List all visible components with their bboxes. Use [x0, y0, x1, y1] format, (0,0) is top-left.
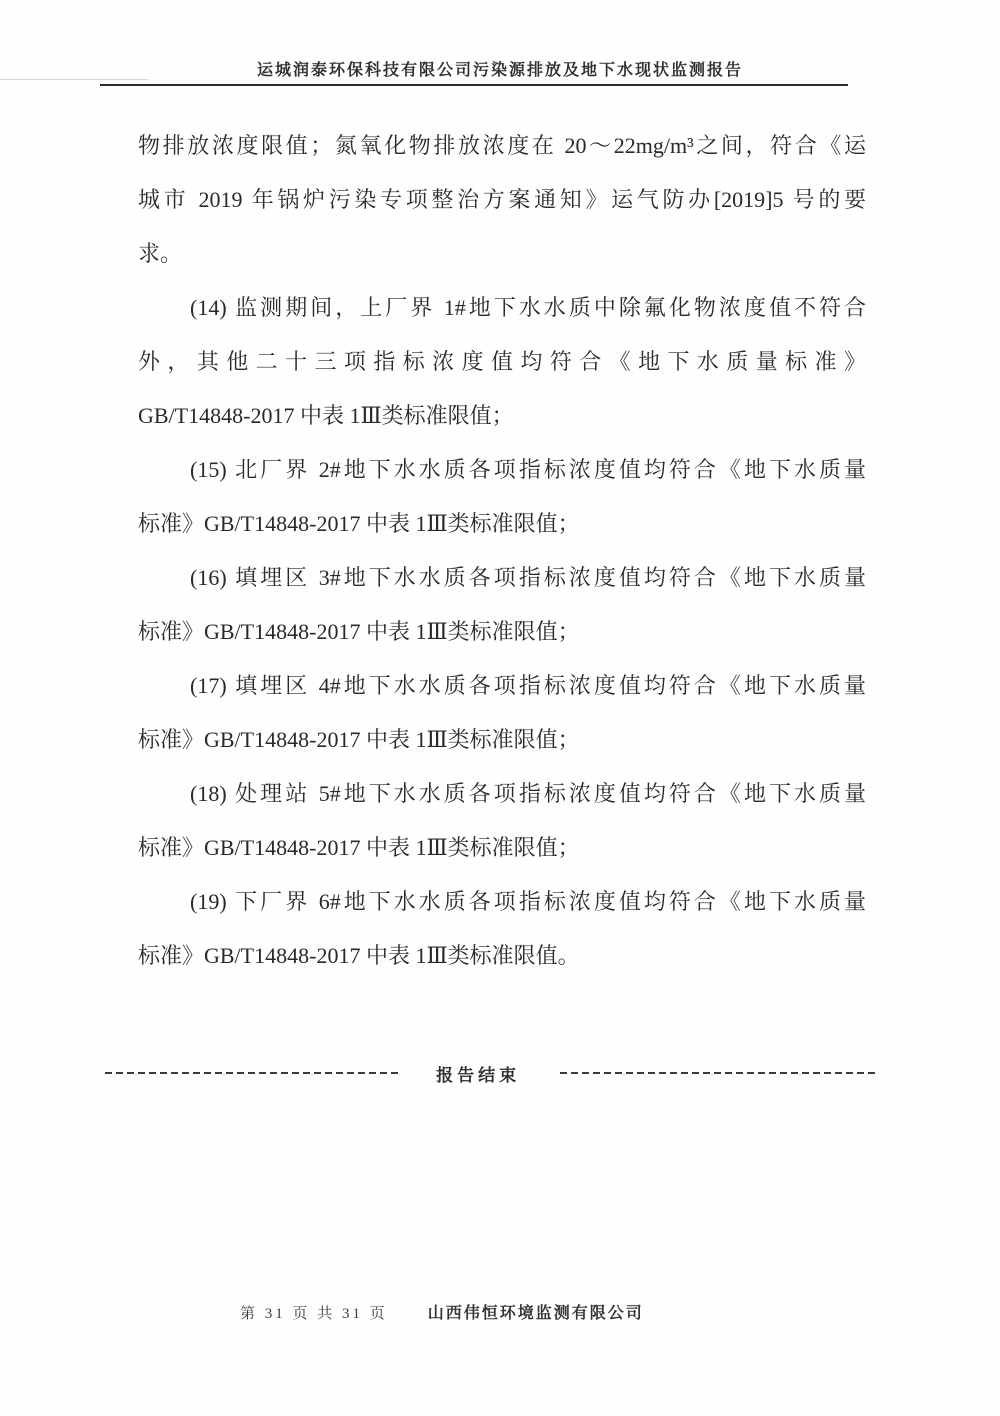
document-body: [138, 119, 866, 983]
report-end-label: 报告结束: [436, 1065, 521, 1085]
report-header-title: 运城润泰环保科技有限公司污染源排放及地下水现状监测报告: [256, 62, 743, 79]
footer-company-name: 山西伟恒环境监测有限公司: [427, 1305, 644, 1322]
text-line: GB/T14848-2017 中表 1Ⅲ类标准限值；: [138, 403, 514, 428]
text-line: 标准》GB/T14848-2017 中表 1Ⅲ类标准限值。: [138, 943, 580, 968]
text-line: 标准》GB/T14848-2017 中表 1Ⅲ类标准限值；: [138, 835, 580, 860]
text-line: 标准》GB/T14848-2017 中表 1Ⅲ类标准限值；: [138, 619, 580, 644]
report-end-divider: [105, 1058, 877, 1088]
text-line: 外，其他二十三项指标浓度值均符合《地下水质量标准》: [138, 349, 866, 374]
text-line: 城市 2019 年锅炉污染专项整治方案通知》运气防办[2019]5 号的要: [138, 187, 866, 212]
text-line: 求。: [138, 241, 183, 266]
text-line: (17) 填埋区 4#地下水水质各项指标浓度值均符合《地下水质量: [190, 673, 866, 698]
text-line: 标准》GB/T14848-2017 中表 1Ⅲ类标准限值；: [138, 727, 580, 752]
dash-line-right: [560, 1072, 877, 1074]
text-line: (18) 处理站 5#地下水水质各项指标浓度值均符合《地下水质量: [190, 781, 866, 806]
page-footer: [0, 1300, 1000, 1323]
header-rule: [100, 84, 848, 86]
text-line: (19) 下厂界 6#地下水水质各项指标浓度值均符合《地下水质量: [190, 889, 866, 914]
dash-line-left: [105, 1072, 400, 1074]
scan-artifact-line: [0, 79, 148, 80]
text-line: 标准》GB/T14848-2017 中表 1Ⅲ类标准限值；: [138, 511, 580, 536]
text-line: (15) 北厂界 2#地下水水质各项指标浓度值均符合《地下水质量: [190, 457, 866, 482]
footer-page-number: 第 31 页 共 31 页: [240, 1306, 388, 1322]
text-line: (16) 填埋区 3#地下水水质各项指标浓度值均符合《地下水质量: [190, 565, 866, 590]
text-line: 物排放浓度限值；氮氧化物排放浓度在 20～22mg/m³之间，符合《运: [138, 133, 866, 158]
text-line: (14) 监测期间，上厂界 1#地下水水质中除氟化物浓度值不符合: [190, 295, 866, 320]
